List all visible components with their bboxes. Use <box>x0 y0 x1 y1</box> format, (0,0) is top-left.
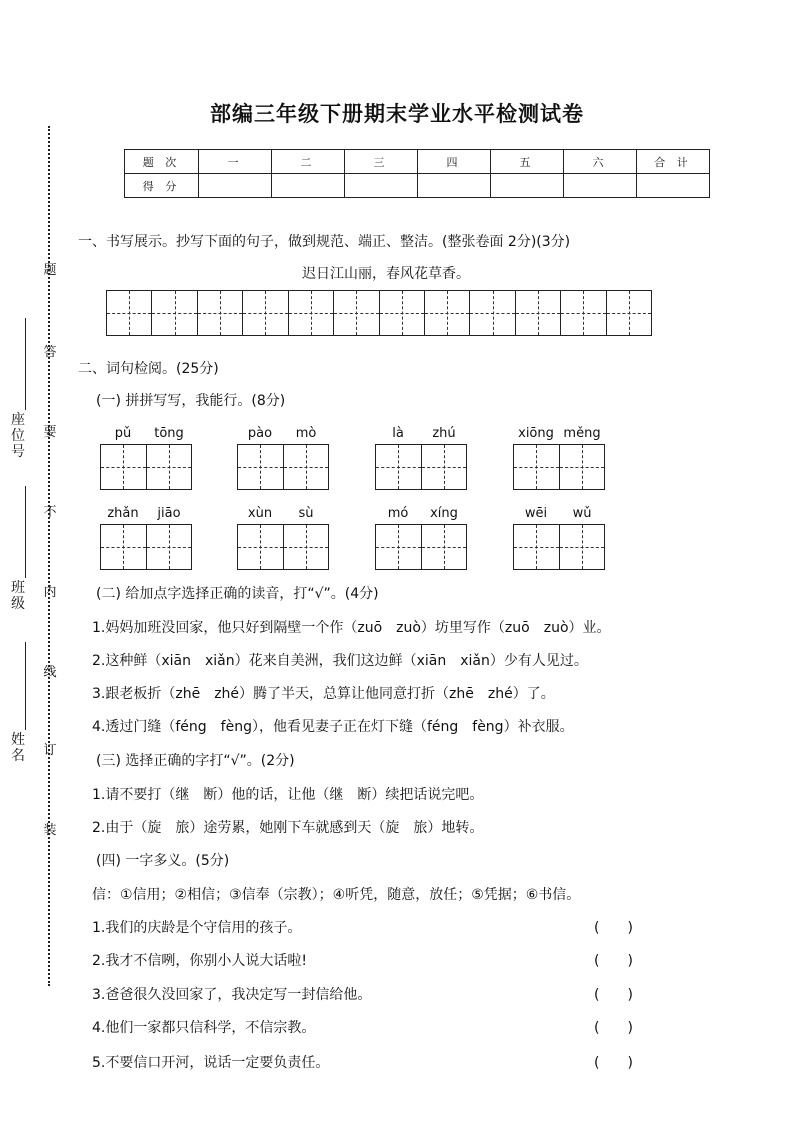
character-boxes[interactable] <box>237 524 329 570</box>
character-boxes[interactable] <box>100 444 192 490</box>
question-item: 1.妈妈加班没回家，他只好到隔壁一个作（zuō zuò）坊里写作（zuō zuò）业。 <box>92 620 611 636</box>
class-label: 班级 <box>11 580 25 612</box>
pinyin-text: tōng <box>154 426 184 441</box>
character-boxes[interactable] <box>237 444 329 490</box>
character-boxes[interactable] <box>375 444 467 490</box>
pinyin-text: zhǎn <box>107 506 139 521</box>
score-table <box>124 149 710 198</box>
pinyin-text: mó <box>387 506 409 521</box>
question-item: 3.爸爸很久没回家了，我决定写一封信给他。 <box>92 987 372 1003</box>
score-table-score-row <box>125 174 710 198</box>
question-item: 2.我才不信咧，你别小人说大话啦! <box>92 953 307 969</box>
pinyin-text: xíng <box>430 506 458 521</box>
copy-sentence: 迟日江山丽，春风花草香。 <box>302 266 470 282</box>
score-input-cell[interactable] <box>637 174 710 198</box>
pinyin-text: pào <box>247 426 273 441</box>
score-input-cell[interactable] <box>345 174 418 198</box>
binding-char: 装 <box>43 823 57 838</box>
table-cell: 合 计 <box>637 150 710 174</box>
seat-number-label: 座位号 <box>11 412 25 460</box>
page-title: 部编三年级下册期末学业水平检测试卷 <box>210 101 584 126</box>
binding-char: 订 <box>43 743 57 758</box>
part1-heading: (一) 拼拼写写，我能行。(8分) <box>96 393 286 409</box>
table-cell: 二 <box>272 150 345 174</box>
pinyin-text: zhú <box>432 426 456 441</box>
character-boxes[interactable] <box>100 524 192 570</box>
pinyin-text: xiōng <box>518 426 554 441</box>
character-boxes[interactable] <box>513 444 605 490</box>
binding-char: 线 <box>43 665 57 680</box>
binding-char: 内 <box>43 585 57 600</box>
table-cell: 六 <box>564 150 637 174</box>
binding-char: 题 <box>43 263 57 278</box>
score-input-cell[interactable] <box>418 174 491 198</box>
question-item: 2.这种鲜（xiān xiǎn）花来自美洲，我们这边鲜（xiān xiǎn）少有人见过。 <box>92 653 588 669</box>
answer-paren[interactable]: ( ) <box>594 920 633 936</box>
part3-heading: (三) 选择正确的字打“√”。(2分) <box>96 753 295 769</box>
answer-paren[interactable]: ( ) <box>594 1020 633 1036</box>
writing-grid[interactable] <box>106 290 652 336</box>
answer-paren[interactable]: ( ) <box>594 953 633 969</box>
pinyin-text: wēi <box>524 506 548 521</box>
table-cell: 四 <box>418 150 491 174</box>
character-boxes[interactable] <box>513 524 605 570</box>
question-item: 3.跟老板折（zhē zhé）腾了半天，总算让他同意打折（zhē zhé）了。 <box>92 686 555 702</box>
pinyin-text: měng <box>563 426 601 441</box>
section1-heading: 一、书写展示。抄写下面的句子，做到规范、端正、整洁。(整张卷面 2分)(3分) <box>78 234 571 250</box>
answer-paren[interactable]: ( ) <box>594 1055 633 1071</box>
score-table-header-row <box>125 150 710 174</box>
binding-char: 要 <box>43 425 57 440</box>
table-cell: 一 <box>199 150 272 174</box>
table-cell: 题 次 <box>125 150 199 174</box>
table-cell: 得 分 <box>125 174 199 198</box>
question-item: 5.不要信口开河，说话一定要负责任。 <box>92 1055 330 1071</box>
pinyin-text: mò <box>295 426 317 441</box>
definition-line: 信：①信用；②相信；③信奉（宗教）；④听凭，随意，放任；⑤凭据；⑥书信。 <box>92 887 581 903</box>
seat-number-line[interactable] <box>25 318 26 410</box>
part2-heading: (二) 给加点字选择正确的读音，打“√”。(4分) <box>96 586 379 602</box>
table-cell: 三 <box>345 150 418 174</box>
answer-paren[interactable]: ( ) <box>594 987 633 1003</box>
score-input-cell[interactable] <box>272 174 345 198</box>
character-boxes[interactable] <box>375 524 467 570</box>
question-item: 1.我们的庆龄是个守信用的孩子。 <box>92 920 302 936</box>
pinyin-text: pǔ <box>114 426 132 441</box>
score-input-cell[interactable] <box>199 174 272 198</box>
part4-heading: (四) 一字多义。(5分) <box>96 853 230 869</box>
question-item: 2.由于（旋 旅）途劳累，她刚下车就感到天（旋 旅）地转。 <box>92 820 484 836</box>
score-input-cell[interactable] <box>491 174 564 198</box>
binding-char: 答 <box>43 345 57 360</box>
question-item: 4.他们一家都只信科学，不信宗教。 <box>92 1020 316 1036</box>
question-item: 4.透过门缝（féng fèng），他看见妻子正在灯下缝（féng fèng）补衣服。 <box>92 719 574 735</box>
table-cell: 五 <box>491 150 564 174</box>
binding-dotted-line <box>48 126 50 986</box>
pinyin-text: wǔ <box>572 506 592 521</box>
section2-heading: 二、词句检阅。(25分) <box>78 361 219 377</box>
question-item: 1.请不要打（继 断）他的话，让他（继 断）续把话说完吧。 <box>92 787 484 803</box>
class-line[interactable] <box>25 486 26 578</box>
score-input-cell[interactable] <box>564 174 637 198</box>
pinyin-text: xùn <box>247 506 273 521</box>
binding-char: 不 <box>43 505 57 520</box>
pinyin-text: là <box>392 426 404 441</box>
pinyin-text: sù <box>298 506 314 521</box>
name-line[interactable] <box>25 642 26 730</box>
pinyin-text: jiāo <box>157 506 181 521</box>
name-label: 姓名 <box>11 732 25 764</box>
